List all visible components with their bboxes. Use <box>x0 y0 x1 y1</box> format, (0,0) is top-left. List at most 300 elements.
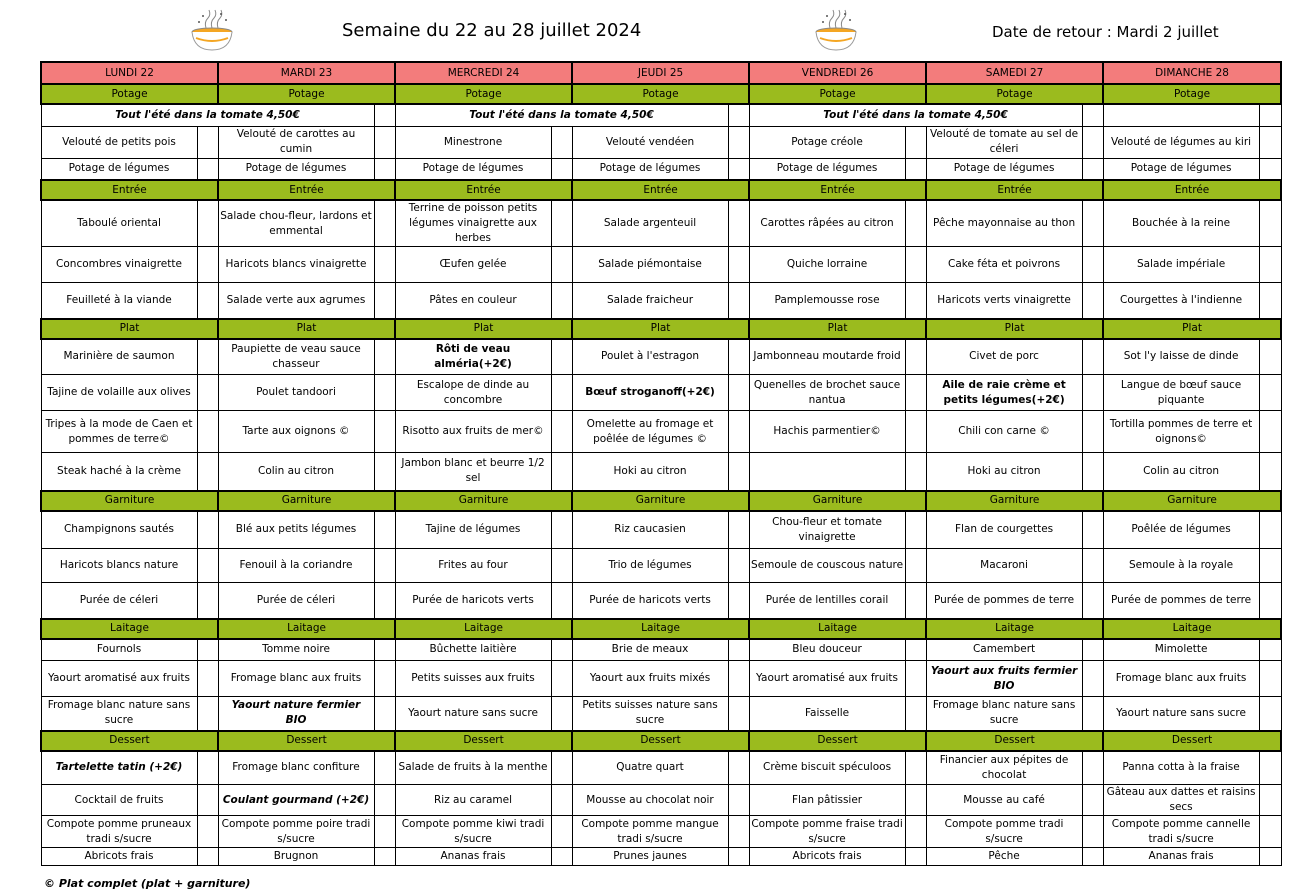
checkbox-cell[interactable] <box>1082 583 1103 619</box>
checkbox-cell[interactable] <box>905 751 926 785</box>
checkbox-cell[interactable] <box>1082 126 1103 158</box>
dish-cell: Bleu douceur <box>749 639 905 661</box>
checkbox-cell[interactable] <box>728 511 749 549</box>
dish-cell: Crème biscuit spéculoos <box>749 751 905 785</box>
checkbox-cell[interactable] <box>1082 104 1103 126</box>
checkbox-cell[interactable] <box>905 785 926 816</box>
dish-cell: Bûchette laitière <box>395 639 551 661</box>
category-label: Dessert <box>395 731 572 751</box>
checkbox-cell[interactable] <box>1082 785 1103 816</box>
dish-cell: Salade verte aux agrumes <box>218 283 374 319</box>
dish-cell: Escalope de dinde au concombre <box>395 375 551 411</box>
dish-cell: Yaourt aromatisé aux fruits <box>749 661 905 697</box>
day-header: MARDI 23 <box>218 62 395 84</box>
dish-cell: Pâtes en couleur <box>395 283 551 319</box>
checkbox-cell[interactable] <box>197 583 218 619</box>
checkbox-cell[interactable] <box>551 247 572 283</box>
dish-cell: Brie de meaux <box>572 639 728 661</box>
menu-row <box>41 751 1281 785</box>
checkbox-cell[interactable] <box>728 697 749 731</box>
checkbox-cell[interactable] <box>905 816 926 848</box>
dish-cell: Cake féta et poivrons <box>926 247 1082 283</box>
menu-row <box>41 549 1281 583</box>
category-label: Laitage <box>1103 619 1281 639</box>
dish-cell: Salade fraicheur <box>572 283 728 319</box>
potage-special: Tout l'été dans la tomate 4,50€ <box>395 104 728 126</box>
dish-cell: Yaourt aux fruits mixés <box>572 661 728 697</box>
dish-cell: Salade impériale <box>1103 247 1259 283</box>
dish-cell: Potage de légumes <box>395 158 551 180</box>
checkbox-cell[interactable] <box>551 411 572 453</box>
checkbox-cell[interactable] <box>551 339 572 375</box>
dish-cell: Hoki au citron <box>926 453 1082 491</box>
dish-cell: Brugnon <box>218 848 374 866</box>
dish-cell: Tartelette tatin (+2€) <box>41 751 197 785</box>
category-label: Potage <box>1103 84 1281 104</box>
checkbox-cell[interactable] <box>551 375 572 411</box>
checkbox-cell[interactable] <box>905 375 926 411</box>
dish-cell: Pêche <box>926 848 1082 866</box>
checkbox-cell[interactable] <box>197 453 218 491</box>
dish-cell: Compote pomme tradi s/sucre <box>926 816 1082 848</box>
dish-cell: Faisselle <box>749 697 905 731</box>
dish-cell: Colin au citron <box>218 453 374 491</box>
checkbox-cell[interactable] <box>1259 697 1281 731</box>
checkbox-cell[interactable] <box>728 549 749 583</box>
dish-cell: Bouchée à la reine <box>1103 200 1259 247</box>
checkbox-cell[interactable] <box>1082 848 1103 866</box>
menu-row <box>41 697 1281 731</box>
checkbox-cell[interactable] <box>551 583 572 619</box>
checkbox-cell[interactable] <box>1082 511 1103 549</box>
category-label: Garniture <box>41 491 218 511</box>
checkbox-cell[interactable] <box>728 639 749 661</box>
dish-cell: Flan pâtissier <box>749 785 905 816</box>
checkbox-cell[interactable] <box>374 247 395 283</box>
checkbox-cell[interactable] <box>197 639 218 661</box>
checkbox-cell[interactable] <box>374 375 395 411</box>
empty-cell <box>1103 104 1259 126</box>
checkbox-cell[interactable] <box>197 785 218 816</box>
checkbox-cell[interactable] <box>728 375 749 411</box>
category-label: Potage <box>926 84 1103 104</box>
checkbox-cell[interactable] <box>197 411 218 453</box>
menu-row <box>41 453 1281 491</box>
checkbox-cell[interactable] <box>551 848 572 866</box>
menu-row <box>41 511 1281 549</box>
dish-cell <box>749 453 905 491</box>
dish-cell: Ananas frais <box>395 848 551 866</box>
dish-cell: Marinière de saumon <box>41 339 197 375</box>
dish-cell: Yaourt nature sans sucre <box>395 697 551 731</box>
dish-cell: Compote pomme poire tradi s/sucre <box>218 816 374 848</box>
checkbox-cell[interactable] <box>551 661 572 697</box>
dish-cell: Quenelles de brochet sauce nantua <box>749 375 905 411</box>
category-label: Dessert <box>41 731 218 751</box>
dish-cell: Purée de céleri <box>41 583 197 619</box>
checkbox-cell[interactable] <box>197 848 218 866</box>
dish-cell: Hoki au citron <box>572 453 728 491</box>
checkbox-cell[interactable] <box>728 200 749 247</box>
checkbox-cell[interactable] <box>1082 158 1103 180</box>
dish-cell: Purée de pommes de terre <box>1103 583 1259 619</box>
checkbox-cell[interactable] <box>551 549 572 583</box>
checkbox-cell[interactable] <box>197 247 218 283</box>
checkbox-cell[interactable] <box>1259 511 1281 549</box>
checkbox-cell[interactable] <box>728 583 749 619</box>
footer-note: © Plat complet (plat + garniture) <box>44 877 251 890</box>
checkbox-cell[interactable] <box>374 751 395 785</box>
checkbox-cell[interactable] <box>905 661 926 697</box>
dish-cell: Rôti de veau alméria(+2€) <box>395 339 551 375</box>
checkbox-cell[interactable] <box>905 848 926 866</box>
checkbox-cell[interactable] <box>1082 453 1103 491</box>
checkbox-cell[interactable] <box>1259 339 1281 375</box>
dish-cell: Minestrone <box>395 126 551 158</box>
checkbox-cell[interactable] <box>728 247 749 283</box>
checkbox-cell[interactable] <box>1082 697 1103 731</box>
dish-cell: Quatre quart <box>572 751 728 785</box>
checkbox-cell[interactable] <box>551 751 572 785</box>
checkbox-cell[interactable] <box>374 639 395 661</box>
checkbox-cell[interactable] <box>551 816 572 848</box>
checkbox-cell[interactable] <box>197 549 218 583</box>
category-label: Laitage <box>41 619 218 639</box>
category-label: Entrée <box>41 180 218 200</box>
checkbox-cell[interactable] <box>374 583 395 619</box>
category-label: Laitage <box>926 619 1103 639</box>
checkbox-cell[interactable] <box>1259 126 1281 158</box>
checkbox-cell[interactable] <box>1259 200 1281 247</box>
dish-cell: Pêche mayonnaise au thon <box>926 200 1082 247</box>
checkbox-cell[interactable] <box>374 816 395 848</box>
dish-cell: Compote pomme fraise tradi s/sucre <box>749 816 905 848</box>
category-label: Dessert <box>1103 731 1281 751</box>
dish-cell: Mimolette <box>1103 639 1259 661</box>
checkbox-cell[interactable] <box>905 247 926 283</box>
dish-cell: Civet de porc <box>926 339 1082 375</box>
dish-cell: Potage de légumes <box>218 158 374 180</box>
category-label: Laitage <box>218 619 395 639</box>
category-row-dessert <box>41 731 1281 751</box>
return-date: Date de retour : Mardi 2 juillet <box>992 23 1219 41</box>
checkbox-cell[interactable] <box>1082 375 1103 411</box>
dish-cell: Potage de légumes <box>749 158 905 180</box>
dish-cell: Terrine de poisson petits légumes vinaigrette aux herbes <box>395 200 551 247</box>
menu-row <box>41 126 1281 158</box>
menu-row <box>41 848 1281 866</box>
checkbox-cell[interactable] <box>1082 283 1103 319</box>
checkbox-cell[interactable] <box>551 697 572 731</box>
checkbox-cell[interactable] <box>1082 639 1103 661</box>
dish-cell: Jambonneau moutarde froid <box>749 339 905 375</box>
checkbox-cell[interactable] <box>551 158 572 180</box>
checkbox-cell[interactable] <box>374 661 395 697</box>
checkbox-cell[interactable] <box>1082 751 1103 785</box>
dish-cell: Potage créole <box>749 126 905 158</box>
checkbox-cell[interactable] <box>905 283 926 319</box>
checkbox-cell[interactable] <box>1082 200 1103 247</box>
category-label: Potage <box>395 84 572 104</box>
checkbox-cell[interactable] <box>728 661 749 697</box>
dish-cell: Compote pomme kiwi tradi s/sucre <box>395 816 551 848</box>
checkbox-cell[interactable] <box>728 158 749 180</box>
dish-cell: Yaourt aux fruits fermier BIO <box>926 661 1082 697</box>
checkbox-cell[interactable] <box>374 453 395 491</box>
checkbox-cell[interactable] <box>728 848 749 866</box>
dish-cell: Velouté de légumes au kiri <box>1103 126 1259 158</box>
dish-cell: Panna cotta à la fraise <box>1103 751 1259 785</box>
dish-cell: Cocktail de fruits <box>41 785 197 816</box>
dish-cell: Fromage blanc confiture <box>218 751 374 785</box>
category-label: Entrée <box>1103 180 1281 200</box>
checkbox-cell[interactable] <box>197 816 218 848</box>
dish-cell: Purée de haricots verts <box>572 583 728 619</box>
checkbox-cell[interactable] <box>197 375 218 411</box>
checkbox-cell[interactable] <box>197 339 218 375</box>
category-label: Entrée <box>926 180 1103 200</box>
checkbox-cell[interactable] <box>374 785 395 816</box>
checkbox-cell[interactable] <box>197 661 218 697</box>
day-header-row <box>41 62 1281 84</box>
dish-cell: Mousse au café <box>926 785 1082 816</box>
dish-cell: Compote pomme pruneaux tradi s/sucre <box>41 816 197 848</box>
checkbox-cell[interactable] <box>374 848 395 866</box>
dish-cell: Yaourt nature fermier BIO <box>218 697 374 731</box>
checkbox-cell[interactable] <box>905 126 926 158</box>
category-label: Garniture <box>749 491 926 511</box>
checkbox-cell[interactable] <box>1259 816 1281 848</box>
dish-cell: Flan de courgettes <box>926 511 1082 549</box>
checkbox-cell[interactable] <box>905 158 926 180</box>
checkbox-cell[interactable] <box>1259 158 1281 180</box>
checkbox-cell[interactable] <box>374 200 395 247</box>
menu-row <box>41 158 1281 180</box>
category-label: Garniture <box>395 491 572 511</box>
dish-cell: Fournols <box>41 639 197 661</box>
checkbox-cell[interactable] <box>374 697 395 731</box>
dish-cell: Langue de bœuf sauce piquante <box>1103 375 1259 411</box>
checkbox-cell[interactable] <box>374 158 395 180</box>
soup-bowl-icon <box>812 8 860 54</box>
checkbox-cell[interactable] <box>551 511 572 549</box>
dish-cell: Petits suisses aux fruits <box>395 661 551 697</box>
menu-row <box>41 283 1281 319</box>
category-label: Plat <box>572 319 749 339</box>
dish-cell: Tomme noire <box>218 639 374 661</box>
dish-cell: Compote pomme cannelle tradi s/sucre <box>1103 816 1259 848</box>
checkbox-cell[interactable] <box>197 751 218 785</box>
dish-cell: Sot l'y laisse de dinde <box>1103 339 1259 375</box>
category-label: Garniture <box>218 491 395 511</box>
checkbox-cell[interactable] <box>1259 661 1281 697</box>
checkbox-cell[interactable] <box>728 339 749 375</box>
checkbox-cell[interactable] <box>551 639 572 661</box>
checkbox-cell[interactable] <box>1259 411 1281 453</box>
checkbox-cell[interactable] <box>1259 785 1281 816</box>
dish-cell: Tortilla pommes de terre et oignons© <box>1103 411 1259 453</box>
dish-cell: Aile de raie crème et petits légumes(+2€) <box>926 375 1082 411</box>
menu-table <box>40 61 1282 866</box>
menu-row <box>41 375 1281 411</box>
checkbox-cell[interactable] <box>905 200 926 247</box>
checkbox-cell[interactable] <box>197 697 218 731</box>
dish-cell: Quiche lorraine <box>749 247 905 283</box>
checkbox-cell[interactable] <box>551 785 572 816</box>
menu-row <box>41 411 1281 453</box>
checkbox-cell[interactable] <box>728 104 749 126</box>
category-row-laitage <box>41 619 1281 639</box>
dish-cell: Abricots frais <box>749 848 905 866</box>
checkbox-cell[interactable] <box>1082 339 1103 375</box>
checkbox-cell[interactable] <box>197 283 218 319</box>
checkbox-cell[interactable] <box>551 453 572 491</box>
dish-cell: Hachis parmentier© <box>749 411 905 453</box>
checkbox-cell[interactable] <box>1259 375 1281 411</box>
checkbox-cell[interactable] <box>1259 848 1281 866</box>
checkbox-cell[interactable] <box>1082 549 1103 583</box>
checkbox-cell[interactable] <box>374 549 395 583</box>
dish-cell: Carottes râpées au citron <box>749 200 905 247</box>
dish-cell: Riz au caramel <box>395 785 551 816</box>
checkbox-cell[interactable] <box>905 549 926 583</box>
dish-cell: Risotto aux fruits de mer© <box>395 411 551 453</box>
dish-cell: Mousse au chocolat noir <box>572 785 728 816</box>
category-row-plat <box>41 319 1281 339</box>
dish-cell: Purée de lentilles corail <box>749 583 905 619</box>
category-label: Entrée <box>572 180 749 200</box>
checkbox-cell[interactable] <box>905 639 926 661</box>
checkbox-cell[interactable] <box>728 411 749 453</box>
dish-cell: Purée de pommes de terre <box>926 583 1082 619</box>
page-title: Semaine du 22 au 28 juillet 2024 <box>342 20 642 41</box>
dish-cell: Courgettes à l'indienne <box>1103 283 1259 319</box>
category-label: Entrée <box>749 180 926 200</box>
checkbox-cell[interactable] <box>551 200 572 247</box>
checkbox-cell[interactable] <box>1259 104 1281 126</box>
checkbox-cell[interactable] <box>197 126 218 158</box>
dish-cell: Coulant gourmand (+2€) <box>218 785 374 816</box>
dish-cell: Chili con carne © <box>926 411 1082 453</box>
checkbox-cell[interactable] <box>1082 247 1103 283</box>
checkbox-cell[interactable] <box>1259 549 1281 583</box>
dish-cell: Haricots blancs vinaigrette <box>218 247 374 283</box>
checkbox-cell[interactable] <box>374 411 395 453</box>
category-label: Potage <box>572 84 749 104</box>
checkbox-cell[interactable] <box>1082 816 1103 848</box>
checkbox-cell[interactable] <box>374 104 395 126</box>
dish-cell: Œufen gelée <box>395 247 551 283</box>
dish-cell: Trio de légumes <box>572 549 728 583</box>
dish-cell: Feuilleté à la viande <box>41 283 197 319</box>
potage-special: Tout l'été dans la tomate 4,50€ <box>749 104 1082 126</box>
checkbox-cell[interactable] <box>197 511 218 549</box>
checkbox-cell[interactable] <box>905 411 926 453</box>
category-label: Garniture <box>1103 491 1281 511</box>
checkbox-cell[interactable] <box>374 511 395 549</box>
checkbox-cell[interactable] <box>1259 453 1281 491</box>
dish-cell: Velouté de carottes au cumin <box>218 126 374 158</box>
checkbox-cell[interactable] <box>1259 639 1281 661</box>
dish-cell: Poêlée de légumes <box>1103 511 1259 549</box>
menu-row <box>41 247 1281 283</box>
day-header: JEUDI 25 <box>572 62 749 84</box>
checkbox-cell[interactable] <box>905 453 926 491</box>
checkbox-cell[interactable] <box>374 339 395 375</box>
dish-cell: Prunes jaunes <box>572 848 728 866</box>
menu-row <box>41 639 1281 661</box>
category-label: Plat <box>1103 319 1281 339</box>
checkbox-cell[interactable] <box>905 697 926 731</box>
potage-special-row <box>41 104 1281 126</box>
menu-row <box>41 661 1281 697</box>
checkbox-cell[interactable] <box>728 751 749 785</box>
day-header: MERCREDI 24 <box>395 62 572 84</box>
checkbox-cell[interactable] <box>1082 661 1103 697</box>
checkbox-cell[interactable] <box>197 158 218 180</box>
checkbox-cell[interactable] <box>728 283 749 319</box>
category-label: Potage <box>218 84 395 104</box>
checkbox-cell[interactable] <box>551 283 572 319</box>
menu-row <box>41 785 1281 816</box>
checkbox-cell[interactable] <box>1082 411 1103 453</box>
dish-cell: Fromage blanc aux fruits <box>1103 661 1259 697</box>
checkbox-cell[interactable] <box>728 453 749 491</box>
category-label: Dessert <box>218 731 395 751</box>
checkbox-cell[interactable] <box>551 126 572 158</box>
dish-cell: Poulet à l'estragon <box>572 339 728 375</box>
menu-row <box>41 816 1281 848</box>
checkbox-cell[interactable] <box>374 283 395 319</box>
checkbox-cell[interactable] <box>197 200 218 247</box>
day-header: DIMANCHE 28 <box>1103 62 1281 84</box>
dish-cell: Tajine de volaille aux olives <box>41 375 197 411</box>
checkbox-cell[interactable] <box>1259 247 1281 283</box>
dish-cell: Potage de légumes <box>572 158 728 180</box>
dish-cell: Fromage blanc nature sans sucre <box>926 697 1082 731</box>
menu-row <box>41 339 1281 375</box>
category-label: Dessert <box>749 731 926 751</box>
checkbox-cell[interactable] <box>728 126 749 158</box>
checkbox-cell[interactable] <box>905 339 926 375</box>
checkbox-cell[interactable] <box>1259 583 1281 619</box>
checkbox-cell[interactable] <box>1259 751 1281 785</box>
dish-cell: Fromage blanc aux fruits <box>218 661 374 697</box>
dish-cell: Jambon blanc et beurre 1/2 sel <box>395 453 551 491</box>
checkbox-cell[interactable] <box>374 126 395 158</box>
dish-cell: Camembert <box>926 639 1082 661</box>
dish-cell: Velouté de tomate au sel de céleri <box>926 126 1082 158</box>
checkbox-cell[interactable] <box>905 583 926 619</box>
day-header: VENDREDI 26 <box>749 62 926 84</box>
checkbox-cell[interactable] <box>1259 283 1281 319</box>
potage-special: Tout l'été dans la tomate 4,50€ <box>41 104 374 126</box>
category-label: Potage <box>749 84 926 104</box>
day-header: SAMEDI 27 <box>926 62 1103 84</box>
checkbox-cell[interactable] <box>728 816 749 848</box>
dish-cell: Fenouil à la coriandre <box>218 549 374 583</box>
category-label: Plat <box>218 319 395 339</box>
dish-cell: Velouté de petits pois <box>41 126 197 158</box>
checkbox-cell[interactable] <box>905 511 926 549</box>
dish-cell: Haricots verts vinaigrette <box>926 283 1082 319</box>
dish-cell: Petits suisses nature sans sucre <box>572 697 728 731</box>
dish-cell: Concombres vinaigrette <box>41 247 197 283</box>
dish-cell: Taboulé oriental <box>41 200 197 247</box>
checkbox-cell[interactable] <box>728 785 749 816</box>
dish-cell: Ananas frais <box>1103 848 1259 866</box>
category-label: Dessert <box>572 731 749 751</box>
